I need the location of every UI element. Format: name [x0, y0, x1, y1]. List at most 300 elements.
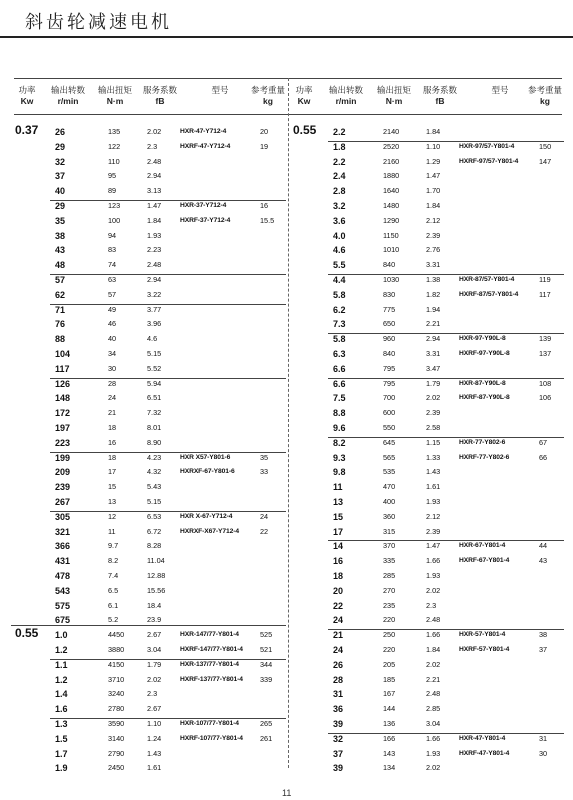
output-torque-cell: 134: [383, 763, 396, 773]
header-power: 功率 Kw: [18, 86, 36, 106]
table-row: [0, 243, 573, 258]
service-factor-cell: 1.84: [426, 127, 441, 136]
service-factor-cell: 1.10: [147, 719, 162, 728]
output-torque-cell: 21: [108, 408, 117, 418]
output-torque-cell: 6.5: [108, 585, 119, 595]
output-speed-cell: 29: [55, 141, 66, 152]
table-row: [0, 451, 573, 466]
service-factor-cell: 2.21: [426, 674, 441, 684]
output-speed-cell: 7.3: [333, 319, 346, 330]
output-torque-cell: 220: [383, 645, 396, 654]
output-speed-cell: 117: [55, 363, 70, 374]
weight-cell: 38: [539, 630, 548, 640]
table-row: [0, 391, 573, 406]
output-torque-cell: 12: [108, 511, 117, 521]
service-factor-cell: 1.61: [426, 482, 441, 492]
service-factor-cell: 6.51: [147, 393, 162, 403]
output-speed-cell: 172: [55, 408, 71, 419]
power-value: 0.37: [15, 123, 39, 137]
weight-cell: 30: [539, 748, 548, 758]
service-factor-cell: 3.96: [147, 319, 162, 329]
service-factor-cell: 6.72: [147, 526, 162, 536]
table-row: [0, 317, 573, 332]
output-speed-cell: 39: [333, 763, 344, 774]
service-factor-cell: 3.47: [426, 363, 441, 373]
output-torque-cell: 16: [108, 437, 117, 447]
weight-cell: 43: [539, 556, 548, 566]
service-factor-cell: 2.02: [147, 674, 162, 684]
output-speed-cell: 38: [55, 230, 66, 241]
model-cell: HXRF-147/77-Y801-4: [180, 646, 243, 653]
service-factor-cell: 2.94: [147, 275, 162, 284]
output-speed-cell: 26: [333, 659, 344, 670]
table-row: [0, 525, 573, 540]
output-torque-cell: 4150: [108, 659, 125, 669]
output-torque-cell: 470: [383, 482, 396, 492]
output-torque-cell: 7.4: [108, 571, 119, 580]
output-speed-cell: 543: [55, 585, 71, 596]
service-factor-cell: 2.02: [426, 393, 441, 403]
output-speed-cell: 2.2: [333, 127, 346, 137]
output-speed-cell: 15: [333, 511, 344, 522]
output-speed-cell: 39: [333, 719, 344, 729]
output-speed-cell: 5.8: [333, 334, 346, 345]
table-row: [0, 288, 573, 303]
service-factor-cell: 2.3: [426, 600, 437, 610]
table-row: [0, 658, 573, 673]
service-factor-cell: 2.02: [426, 659, 441, 669]
output-speed-cell: 35: [55, 215, 66, 226]
weight-cell: 117: [539, 289, 551, 299]
service-factor-cell: 1.93: [426, 748, 441, 758]
table-row: [0, 347, 573, 362]
table-row: [0, 199, 573, 214]
table-row: [0, 613, 573, 628]
service-factor-cell: 1.93: [426, 497, 441, 506]
weight-cell: 108: [539, 378, 552, 388]
model-cell: HXRF-47-Y712-4: [180, 142, 231, 150]
service-factor-cell: 2.3: [147, 689, 158, 699]
service-factor-cell: 8.28: [147, 541, 162, 551]
weight-cell: 339: [260, 674, 273, 684]
output-speed-cell: 6.6: [333, 378, 346, 389]
output-speed-cell: 4.0: [333, 230, 346, 241]
service-factor-cell: 1.43: [147, 748, 162, 758]
header-torque: 输出扭矩 N·m: [97, 86, 132, 106]
table-row: [0, 673, 573, 688]
table-row: [0, 480, 573, 495]
service-factor-cell: 5.94: [147, 378, 162, 388]
weight-cell: 106: [539, 393, 552, 403]
service-factor-cell: 3.31: [426, 349, 441, 358]
output-speed-cell: 3.2: [333, 201, 346, 211]
output-speed-cell: 1.0: [55, 630, 68, 641]
table-row: [0, 495, 573, 510]
output-torque-cell: 2140: [383, 127, 400, 136]
weight-cell: 119: [539, 275, 551, 284]
output-speed-cell: 7.5: [333, 393, 346, 404]
weight-cell: 35: [260, 452, 269, 462]
output-speed-cell: 29: [55, 201, 66, 211]
model-cell: HXR-77-Y802-6: [459, 438, 506, 446]
output-speed-cell: 76: [55, 319, 66, 330]
service-factor-cell: 5.43: [147, 482, 162, 492]
output-speed-cell: 6.2: [333, 304, 346, 315]
page-title: 斜齿轮减速电机: [25, 12, 172, 33]
header-service-factor: 服务系数 fB: [142, 86, 177, 106]
table-row: [0, 554, 573, 569]
output-speed-cell: 575: [55, 600, 71, 611]
service-factor-cell: 3.04: [426, 719, 441, 728]
model-cell: HXR-87-Y90L-8: [459, 379, 506, 387]
output-torque-cell: 110: [108, 156, 120, 166]
header-weight: 参考重量 kg: [250, 86, 285, 106]
output-speed-cell: 17: [333, 526, 344, 537]
output-speed-cell: 1.6: [55, 704, 68, 715]
output-speed-cell: 18: [333, 571, 344, 581]
service-factor-cell: 11.04: [147, 556, 165, 566]
weight-cell: 37: [539, 645, 548, 654]
model-cell: HXRF-87/57-Y801-4: [459, 290, 519, 298]
service-factor-cell: 1.47: [426, 171, 441, 181]
output-speed-cell: 71: [55, 304, 66, 315]
output-torque-cell: 2790: [108, 748, 125, 758]
service-factor-cell: 1.33: [426, 452, 441, 462]
service-factor-cell: 8.90: [147, 437, 162, 447]
model-cell: HXRF-97-Y90L-8: [459, 350, 510, 357]
model-cell: HXR-47-Y712-4: [180, 128, 227, 135]
output-torque-cell: 840: [383, 260, 396, 270]
output-torque-cell: 144: [383, 704, 396, 714]
model-cell: HXRXF-X67-Y712-4: [180, 527, 239, 535]
service-factor-cell: 3.13: [147, 186, 162, 196]
weight-cell: 16: [260, 201, 269, 210]
output-speed-cell: 37: [55, 171, 66, 182]
output-torque-cell: 15: [108, 482, 117, 492]
table-row: [0, 702, 573, 717]
service-factor-cell: 1.93: [426, 571, 441, 580]
model-cell: HXRF-57-Y801-4: [459, 646, 510, 653]
weight-cell: 525: [260, 630, 273, 640]
output-speed-cell: 20: [333, 585, 344, 596]
model-cell: HXR-87/57-Y801-4: [459, 276, 515, 283]
output-speed-cell: 1.7: [55, 748, 68, 759]
output-torque-cell: 650: [383, 319, 396, 329]
service-factor-cell: 2.02: [426, 763, 441, 773]
output-torque-cell: 1030: [383, 275, 400, 284]
model-cell: HXR-57-Y801-4: [459, 631, 506, 639]
output-torque-cell: 63: [108, 275, 117, 284]
header-torque: 输出扭矩 N·m: [376, 86, 411, 106]
output-torque-cell: 250: [383, 630, 396, 640]
output-speed-cell: 321: [55, 526, 71, 537]
output-torque-cell: 143: [383, 748, 396, 758]
output-speed-cell: 6.3: [333, 349, 346, 359]
page-number: 11: [282, 788, 292, 798]
output-torque-cell: 205: [383, 659, 396, 669]
output-torque-cell: 185: [383, 674, 396, 684]
output-torque-cell: 1150: [383, 230, 399, 240]
service-factor-cell: 3.31: [426, 260, 441, 270]
table-row: [0, 214, 573, 229]
output-speed-cell: 31: [333, 689, 344, 700]
weight-cell: 66: [539, 452, 548, 462]
output-speed-cell: 4.6: [333, 245, 346, 256]
output-speed-cell: 24: [333, 615, 344, 626]
model-cell: HXR X57-Y801-6: [180, 453, 231, 461]
output-torque-cell: 2160: [383, 156, 400, 166]
header-model: 型号: [211, 86, 229, 96]
output-torque-cell: 30: [108, 363, 117, 373]
output-torque-cell: 40: [108, 334, 117, 344]
table-row: [0, 140, 573, 155]
output-speed-cell: 22: [333, 600, 344, 611]
output-torque-cell: 3710: [108, 674, 125, 684]
service-factor-cell: 2.48: [147, 260, 162, 270]
output-torque-cell: 700: [383, 393, 396, 403]
output-speed-cell: 57: [55, 275, 66, 285]
service-factor-cell: 12.88: [147, 571, 166, 580]
output-torque-cell: 100: [108, 215, 121, 225]
power-value: 0.55: [15, 626, 39, 641]
output-speed-cell: 37: [333, 748, 344, 759]
output-torque-cell: 6.1: [108, 600, 119, 610]
output-torque-cell: 795: [383, 363, 396, 373]
output-torque-cell: 122: [108, 141, 121, 151]
model-cell: HXRF-67-Y801-4: [459, 557, 510, 565]
table-row: [0, 569, 573, 584]
output-speed-cell: 1.9: [55, 763, 68, 774]
output-speed-cell: 5.5: [333, 260, 346, 271]
service-factor-cell: 1.84: [426, 645, 441, 654]
service-factor-cell: 2.76: [426, 245, 441, 255]
title-rule: [0, 36, 573, 38]
output-speed-cell: 199: [55, 452, 71, 463]
weight-cell: 20: [260, 127, 269, 136]
service-factor-cell: 1.47: [147, 201, 162, 210]
output-torque-cell: 220: [383, 615, 396, 625]
service-factor-cell: 15.56: [147, 585, 166, 595]
output-torque-cell: 49: [108, 304, 117, 314]
service-factor-cell: 3.22: [147, 289, 162, 299]
service-factor-cell: 2.39: [426, 526, 441, 536]
output-speed-cell: 62: [55, 289, 66, 300]
output-speed-cell: 209: [55, 467, 71, 478]
table-row: [0, 273, 573, 288]
output-torque-cell: 34: [108, 349, 117, 358]
output-speed-cell: 32: [333, 733, 344, 744]
service-factor-cell: 1.38: [426, 275, 441, 284]
table-row: [0, 599, 573, 614]
output-torque-cell: 2520: [383, 141, 400, 151]
output-speed-cell: 1.8: [333, 141, 346, 152]
output-torque-cell: 74: [108, 260, 117, 270]
output-torque-cell: 3140: [108, 733, 125, 743]
service-factor-cell: 1.84: [147, 215, 162, 225]
output-torque-cell: 167: [383, 689, 396, 699]
output-torque-cell: 235: [383, 600, 396, 610]
service-factor-cell: 4.6: [147, 334, 158, 344]
output-speed-cell: 148: [55, 393, 71, 404]
header-speed: 输出转数 r/min: [50, 86, 85, 106]
output-torque-cell: 18: [108, 423, 117, 432]
output-speed-cell: 8.2: [333, 437, 346, 448]
output-torque-cell: 1640: [383, 186, 400, 196]
output-torque-cell: 645: [383, 437, 396, 447]
service-factor-cell: 18.4: [147, 600, 162, 610]
output-torque-cell: 136: [383, 719, 396, 728]
output-torque-cell: 1880: [383, 171, 400, 181]
output-speed-cell: 1.1: [55, 659, 68, 670]
output-torque-cell: 565: [383, 452, 396, 462]
table-row: [0, 155, 573, 170]
service-factor-cell: 1.15: [426, 437, 441, 447]
service-factor-cell: 5.15: [147, 349, 162, 358]
output-torque-cell: 370: [383, 541, 396, 551]
service-factor-cell: 2.48: [426, 689, 441, 699]
output-speed-cell: 16: [333, 556, 344, 567]
output-speed-cell: 675: [55, 615, 71, 626]
service-factor-cell: 1.47: [426, 541, 441, 551]
output-torque-cell: 166: [383, 733, 396, 743]
output-speed-cell: 24: [333, 645, 344, 655]
output-speed-cell: 366: [55, 541, 71, 552]
table-row: [0, 184, 573, 199]
weight-cell: 24: [260, 511, 269, 521]
service-factor-cell: 7.32: [147, 408, 162, 418]
service-factor-cell: 1.79: [147, 659, 162, 669]
output-torque-cell: 95: [108, 171, 117, 181]
table-row: [0, 465, 573, 480]
service-factor-cell: 2.3: [147, 141, 158, 151]
output-speed-cell: 9.6: [333, 423, 346, 433]
output-speed-cell: 32: [55, 156, 66, 167]
output-speed-cell: 9.8: [333, 467, 346, 478]
service-factor-cell: 1.94: [426, 304, 441, 314]
model-cell: HXR-67-Y801-4: [459, 542, 506, 550]
output-torque-cell: 3880: [108, 645, 125, 654]
output-torque-cell: 24: [108, 393, 117, 403]
power-value: 0.55: [293, 123, 317, 137]
output-speed-cell: 1.3: [55, 719, 68, 729]
output-torque-cell: 5.2: [108, 615, 119, 625]
weight-cell: 150: [539, 141, 552, 151]
output-speed-cell: 28: [333, 674, 344, 685]
weight-cell: 344: [260, 659, 273, 669]
model-cell: HXR-97-Y90L-8: [459, 335, 506, 343]
output-torque-cell: 600: [383, 408, 396, 418]
table-row: [0, 125, 573, 140]
output-torque-cell: 960: [383, 334, 396, 344]
output-torque-cell: 11: [108, 526, 116, 536]
table-row: [0, 717, 573, 732]
service-factor-cell: 2.67: [147, 704, 162, 714]
weight-cell: 19: [260, 141, 269, 151]
output-speed-cell: 126: [55, 378, 71, 389]
weight-cell: 137: [539, 349, 552, 358]
header-speed: 输出转数 r/min: [328, 86, 363, 106]
service-factor-cell: 1.66: [426, 733, 441, 743]
output-torque-cell: 123: [108, 201, 121, 210]
service-factor-cell: 8.01: [147, 423, 162, 432]
output-speed-cell: 11: [333, 482, 343, 493]
table-row: [0, 687, 573, 702]
output-speed-cell: 431: [55, 556, 71, 567]
weight-cell: 44: [539, 541, 548, 551]
model-cell: HXRF-47-Y801-4: [459, 749, 510, 757]
model-cell: HXRF-137/77-Y801-4: [180, 675, 243, 683]
output-speed-cell: 2.8: [333, 186, 346, 197]
output-speed-cell: 223: [55, 437, 71, 448]
output-speed-cell: 8.8: [333, 408, 346, 419]
output-speed-cell: 88: [55, 334, 66, 345]
header-service-factor: 服务系数 fB: [422, 86, 457, 106]
table-row: [0, 510, 573, 525]
output-torque-cell: 535: [383, 467, 396, 477]
output-speed-cell: 9.3: [333, 452, 346, 463]
service-factor-cell: 1.10: [426, 141, 441, 151]
weight-cell: 521: [260, 645, 273, 654]
output-speed-cell: 1.2: [55, 645, 68, 655]
weight-cell: 261: [260, 733, 273, 743]
model-cell: HXR-47-Y801-4: [459, 734, 506, 742]
service-factor-cell: 5.52: [147, 363, 162, 373]
output-speed-cell: 1.4: [55, 689, 68, 700]
output-speed-cell: 305: [55, 511, 71, 522]
output-speed-cell: 4.4: [333, 275, 346, 285]
output-torque-cell: 550: [383, 423, 396, 432]
output-torque-cell: 360: [383, 511, 396, 521]
output-torque-cell: 1290: [383, 215, 400, 225]
output-speed-cell: 478: [55, 571, 71, 581]
service-factor-cell: 2.12: [426, 215, 441, 225]
output-torque-cell: 2450: [108, 763, 125, 773]
output-torque-cell: 285: [383, 571, 396, 580]
table-row: [0, 628, 573, 643]
service-factor-cell: 4.32: [147, 467, 162, 477]
service-factor-cell: 1.79: [426, 378, 441, 388]
output-speed-cell: 2.2: [333, 156, 346, 167]
weight-cell: 22: [260, 526, 269, 536]
service-factor-cell: 6.53: [147, 511, 162, 521]
weight-cell: 33: [260, 467, 269, 477]
output-torque-cell: 46: [108, 319, 117, 329]
table-row: [0, 377, 573, 392]
service-factor-cell: 2.94: [147, 171, 162, 181]
output-torque-cell: 135: [108, 127, 121, 136]
output-torque-cell: 315: [383, 526, 396, 536]
service-factor-cell: 1.66: [426, 556, 441, 566]
header-model: 型号: [491, 86, 509, 96]
output-speed-cell: 36: [333, 704, 344, 715]
service-factor-cell: 1.84: [426, 201, 441, 210]
table-row: [0, 362, 573, 377]
model-cell: HXRF-87-Y90L-8: [459, 394, 510, 402]
output-torque-cell: 89: [108, 186, 117, 196]
output-torque-cell: 13: [108, 497, 117, 506]
output-speed-cell: 48: [55, 260, 66, 271]
output-torque-cell: 94: [108, 230, 117, 240]
output-torque-cell: 28: [108, 378, 117, 388]
table-row: [0, 584, 573, 599]
output-torque-cell: 9.7: [108, 541, 119, 551]
model-cell: HXRF-97/57-Y801-4: [459, 157, 519, 165]
service-factor-cell: 2.67: [147, 630, 162, 640]
output-speed-cell: 267: [55, 497, 71, 507]
output-speed-cell: 104: [55, 349, 71, 359]
table-row: [0, 539, 573, 554]
output-torque-cell: 3590: [108, 719, 125, 728]
